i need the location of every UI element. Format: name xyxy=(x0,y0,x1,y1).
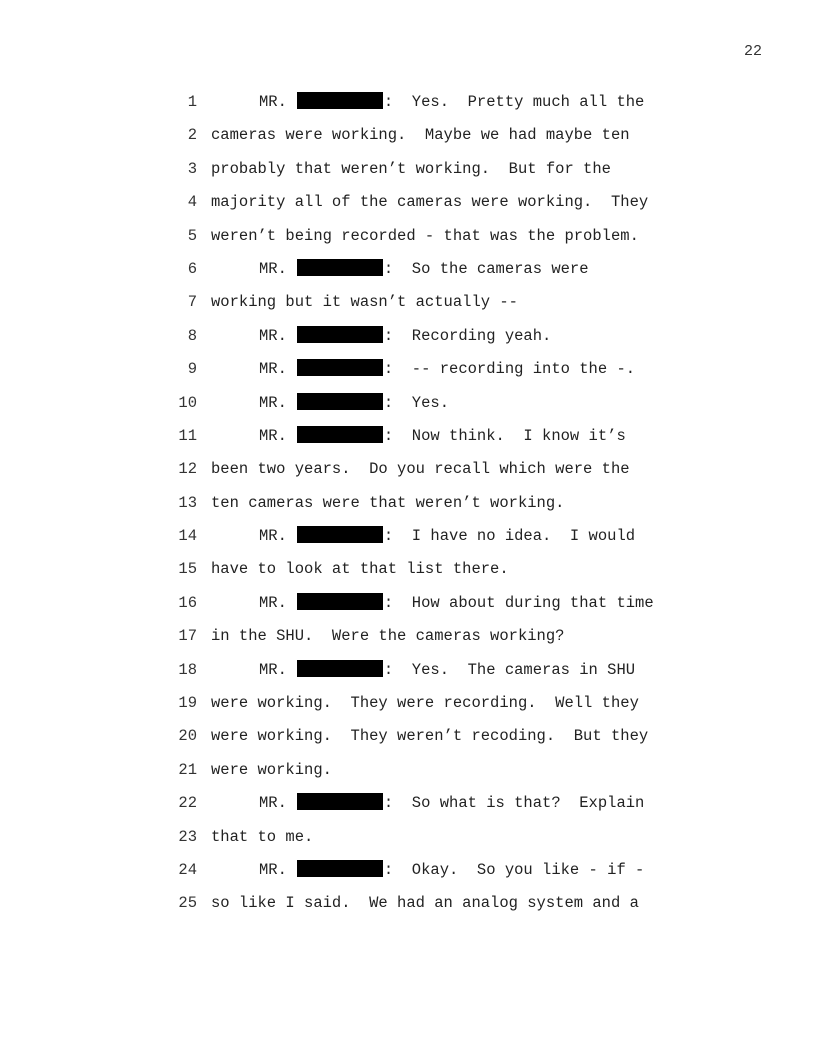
spoken-text: : Yes. The cameras in SHU xyxy=(383,660,636,679)
line-text xyxy=(259,253,589,286)
line-text xyxy=(259,587,654,620)
transcript-line xyxy=(0,186,816,219)
spoken-text: : Okay. So you like - if - xyxy=(383,860,645,879)
line-text xyxy=(259,420,626,453)
speaker-title: MR. xyxy=(259,326,287,345)
line-number: 15 xyxy=(178,560,197,579)
line-text: were working. xyxy=(211,760,332,779)
line-number: 1 xyxy=(187,93,197,111)
line-text: majority all of the cameras were working. They xyxy=(211,193,649,212)
transcript-line xyxy=(0,153,816,186)
redaction-box xyxy=(297,393,383,410)
transcript-body xyxy=(0,86,816,921)
line-text xyxy=(259,787,644,820)
line-number: 24 xyxy=(178,860,197,879)
transcript-line xyxy=(0,119,816,152)
transcript-line xyxy=(0,286,816,319)
line-text: that to me. xyxy=(211,827,314,846)
line-number: 21 xyxy=(178,760,197,779)
line-text: in the SHU. Were the cameras working? xyxy=(211,627,565,646)
line-number: 8 xyxy=(187,326,197,345)
line-number: 2 xyxy=(187,126,197,145)
transcript-line xyxy=(0,821,816,854)
redaction-box xyxy=(297,593,383,610)
speaker-title: MR. xyxy=(259,259,287,278)
line-text xyxy=(259,353,635,386)
transcript-line xyxy=(0,487,816,520)
spoken-text: : I have no idea. I would xyxy=(383,527,636,546)
spoken-text: : So what is that? Explain xyxy=(383,794,645,813)
line-number: 9 xyxy=(187,360,197,379)
line-number: 5 xyxy=(187,226,197,245)
line-text xyxy=(259,654,635,687)
speaker-title: MR. xyxy=(259,360,287,379)
speaker-title: MR. xyxy=(259,660,287,679)
line-number: 11 xyxy=(178,426,197,445)
spoken-text: : Recording yeah. xyxy=(383,326,552,345)
transcript-line xyxy=(0,887,816,920)
line-number: 10 xyxy=(178,393,197,412)
transcript-line xyxy=(0,754,816,787)
speaker-title: MR. xyxy=(259,527,287,546)
transcript-line xyxy=(0,253,816,286)
transcript-line xyxy=(0,353,816,386)
transcript-line xyxy=(0,320,816,353)
speaker-title: MR. xyxy=(259,426,287,445)
redaction-box xyxy=(297,92,383,109)
line-text xyxy=(259,854,644,887)
line-text: were working. They were recording. Well they xyxy=(211,694,639,713)
line-number: 14 xyxy=(178,527,197,546)
transcript-line xyxy=(0,86,816,119)
line-number: 19 xyxy=(178,694,197,713)
line-text xyxy=(259,86,644,119)
redaction-box xyxy=(297,660,383,677)
line-number: 4 xyxy=(187,193,197,212)
line-text: probably that weren’t working. But for the xyxy=(211,159,611,178)
transcript-line xyxy=(0,854,816,887)
transcript-line xyxy=(0,520,816,553)
line-number: 22 xyxy=(178,794,197,813)
spoken-text: : Yes. xyxy=(383,393,450,412)
redaction-box xyxy=(297,326,383,343)
line-text: have to look at that list there. xyxy=(211,560,509,579)
redaction-box xyxy=(297,860,383,877)
transcript-line xyxy=(0,553,816,586)
speaker-title: MR. xyxy=(259,93,287,111)
line-number: 12 xyxy=(178,460,197,479)
transcript-line xyxy=(0,387,816,420)
line-text: so like I said. We had an analog system and a xyxy=(211,894,639,913)
transcript-line xyxy=(0,787,816,820)
line-number: 17 xyxy=(178,627,197,646)
transcript-line xyxy=(0,654,816,687)
line-text: been two years. Do you recall which were the xyxy=(211,460,630,479)
spoken-text: : How about during that time xyxy=(383,593,654,612)
transcript-line xyxy=(0,687,816,720)
speaker-title: MR. xyxy=(259,393,287,412)
line-text xyxy=(259,520,635,553)
transcript-line xyxy=(0,220,816,253)
transcript-line xyxy=(0,453,816,486)
line-number: 13 xyxy=(178,493,197,512)
line-text xyxy=(259,387,449,420)
redaction-box xyxy=(297,426,383,443)
line-text: working but it wasn’t actually -- xyxy=(211,293,518,312)
spoken-text: : So the cameras were xyxy=(383,259,589,278)
line-text xyxy=(259,320,551,353)
spoken-text: : -- recording into the -. xyxy=(383,360,636,379)
line-number: 6 xyxy=(187,259,197,278)
page-number: 22 xyxy=(743,43,762,60)
line-number: 16 xyxy=(178,593,197,612)
line-text: cameras were working. Maybe we had maybe ten xyxy=(211,126,630,145)
transcript-line xyxy=(0,720,816,753)
line-text: weren’t being recorded - that was the problem. xyxy=(211,226,639,245)
spoken-text: : Now think. I know it’s xyxy=(383,426,626,445)
line-text: ten cameras were that weren’t working. xyxy=(211,493,565,512)
line-number: 23 xyxy=(178,827,197,846)
line-number: 20 xyxy=(178,727,197,746)
speaker-title: MR. xyxy=(259,860,287,879)
speaker-title: MR. xyxy=(259,593,287,612)
redaction-box xyxy=(297,526,383,543)
redaction-box xyxy=(297,259,383,276)
transcript-line xyxy=(0,420,816,453)
line-number: 3 xyxy=(187,159,197,178)
spoken-text: : Yes. Pretty much all the xyxy=(383,93,645,111)
line-number: 25 xyxy=(178,894,197,913)
line-text: were working. They weren’t recoding. But they xyxy=(211,727,649,746)
speaker-title: MR. xyxy=(259,794,287,813)
transcript-line xyxy=(0,587,816,620)
transcript-line xyxy=(0,620,816,653)
line-number: 7 xyxy=(187,293,197,312)
redaction-box xyxy=(297,793,383,810)
line-number: 18 xyxy=(178,660,197,679)
redaction-box xyxy=(297,359,383,376)
